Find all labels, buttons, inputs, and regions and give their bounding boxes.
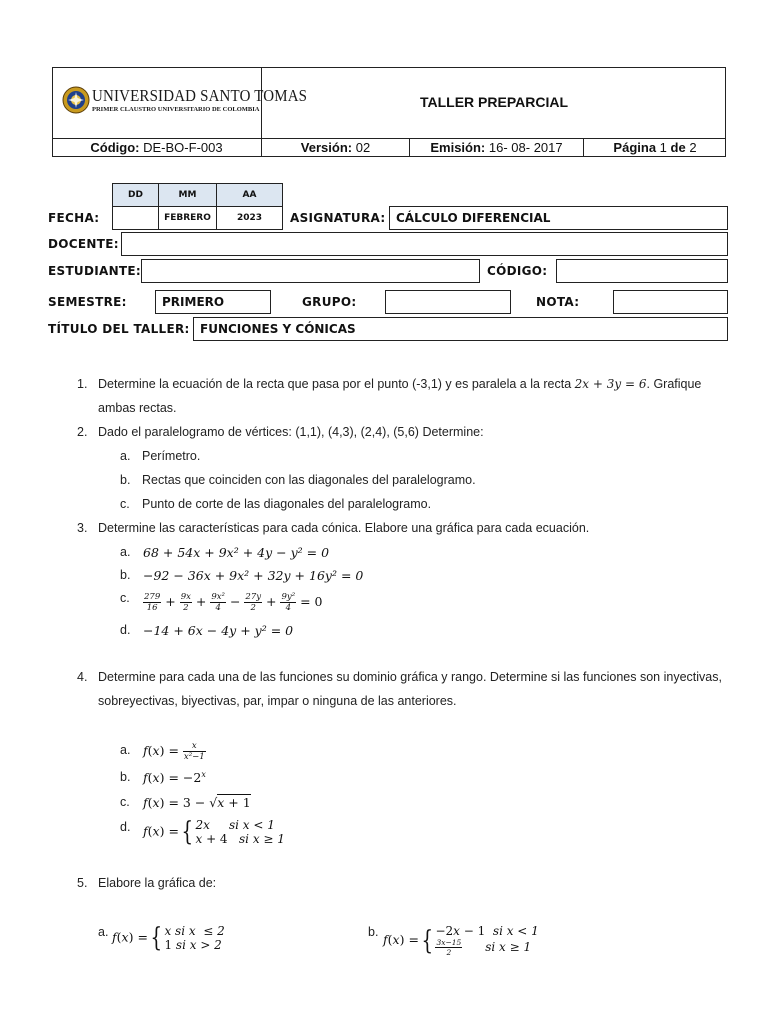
q3-c-letter: c. [120,591,130,605]
asignatura-field[interactable]: CÁLCULO DIFERENCIAL [389,206,728,230]
date-header-aa: AA [216,183,283,207]
q2-item-b: Rectas que coinciden con las diagonales del paralelogramo. [142,473,476,487]
grupo-field[interactable] [385,290,511,314]
q2-item-b-letter: b. [120,473,131,487]
q4-number: 4. [77,670,88,684]
nota-field[interactable] [613,290,728,314]
student-code-field[interactable] [556,259,728,283]
pagina-label: Página [613,140,657,155]
date-month-field[interactable]: FEBRERO [158,206,217,230]
q3-b-letter: b. [120,568,131,582]
version-label: Versión: [300,140,353,155]
q4-b-letter: b. [120,770,131,784]
q5-number: 5. [77,876,88,890]
q3-d-equation: −14 + 6x − 4y + y² = 0 [143,623,294,638]
q3-a-equation: 68 + 54x + 9x² + 4y − y² = 0 [143,545,330,560]
fecha-label: FECHA: [48,211,100,225]
q5-b-function: f(x) ={ −2x − 1 si x < 1 $\frac{3x-15}{2}$ si x ≥ 1 [383,924,539,957]
q4-text-cont: sobreyectivas, biyectivas, par, impar o ninguna de las anteriores. [98,694,457,708]
q3-d-letter: d. [120,623,131,637]
q3-b-equation: −92 − 36x + 9x² + 32y + 16y² = 0 [143,568,364,583]
q4-d-function: f(x) ={ 2x si x < 1 x + 4 si x ≥ 1 [143,817,285,847]
codigo-label: Código: [90,140,140,155]
version-value: 02 [355,140,371,155]
estudiante-field[interactable] [141,259,480,283]
q4-d-letter: d. [120,820,131,834]
q3-a-letter: a. [120,545,131,559]
q2-item-c: Punto de corte de las diagonales del paralelogramo. [142,497,432,511]
q5-a-letter: a. [98,925,109,939]
q2-text: Dado el paralelogramo de vértices: (1,1), (4,3), (2,4), (5,6) Determine: [98,425,484,439]
q1-text-cont: ambas rectas. [98,401,177,415]
university-seal-icon [62,86,90,114]
q3-c-equation: $\frac{279}{16}$ + $\frac{9x}{2}$ + $\frac{\text{9x²}}{4}$ − $\frac{27y}{2}$ + $\frac{\text{9y²}}{4}$ = 0 [144,592,323,613]
titulo-field[interactable]: FUNCIONES Y CÓNICAS [193,317,728,341]
emision-label: Emisión: [430,140,486,155]
q1-text: Determine la ecuación de la recta que pasa por el punto (-3,1) y es paralela a la recta 2x + 3y = 6. Grafique [98,377,702,391]
q2-item-a-letter: a. [120,449,131,463]
pagina-de: de [670,140,686,155]
semestre-label: SEMESTRE: [48,295,127,309]
semestre-field[interactable]: PRIMERO [155,290,271,314]
q5-text: Elabore la gráfica de: [98,876,217,890]
codigo-value: DE-BO-F-003 [143,140,223,155]
q2-item-c-letter: c. [120,497,130,511]
q2-number: 2. [77,425,88,439]
q3-text: Determine las características para cada cónica. Elabore una gráfica para cada ecuación. [98,521,590,535]
nota-label: NOTA: [536,295,580,309]
emision-cell [410,139,583,156]
docente-label: DOCENTE: [48,237,119,251]
university-logo [62,86,308,120]
university-tagline: PRIMER CLAUSTRO UNIVERSITARIO DE COLOMBIA [92,106,260,113]
pagina-cell [584,139,726,156]
q4-a-function: f(x) = $\frac{x}{\text{x²−1}}$ [143,741,205,762]
q4-c-function: f(x) = 3 − √x + 1 [143,795,251,810]
pagina-num: 1 [659,140,667,155]
q4-text: Determine para cada una de las funciones su dominio gráfica y rango. Determine si las funciones son inyectivas, [98,670,722,684]
date-header-dd: DD [112,183,159,207]
grupo-label: GRUPO: [302,295,357,309]
q2-item-a: Perímetro. [142,449,201,463]
q4-b-function: $f(x) = -2^x$ [143,770,206,786]
pagina-total: 2 [689,140,697,155]
docente-field[interactable] [121,232,728,256]
date-year-field[interactable]: 2023 [216,206,283,230]
q5-a-function: f(x) ={ x si x ≤ 2 1 si x > 2 [112,923,225,953]
document-title: TALLER PREPARCIAL [419,94,569,110]
titulo-label: TÍTULO DEL TALLER: [48,322,190,336]
asignatura-label: ASIGNATURA: [290,211,386,225]
q1-equation: 2x + 3y = 6 [574,377,647,391]
q5-b-letter: b. [368,925,379,939]
q4-c-letter: c. [120,795,130,809]
university-name: UNIVERSIDAD SANTO TOMAS [92,86,308,105]
codigo-cell [52,139,261,156]
q3-number: 3. [77,521,88,535]
q4-a-letter: a. [120,743,131,757]
date-header-mm: MM [158,183,217,207]
student-code-label: CÓDIGO: [487,264,548,278]
estudiante-label: ESTUDIANTE: [48,264,142,278]
date-day-field[interactable] [112,206,159,230]
version-cell [262,139,409,156]
emision-value: 16- 08- 2017 [488,140,563,155]
q1-number: 1. [77,377,88,391]
